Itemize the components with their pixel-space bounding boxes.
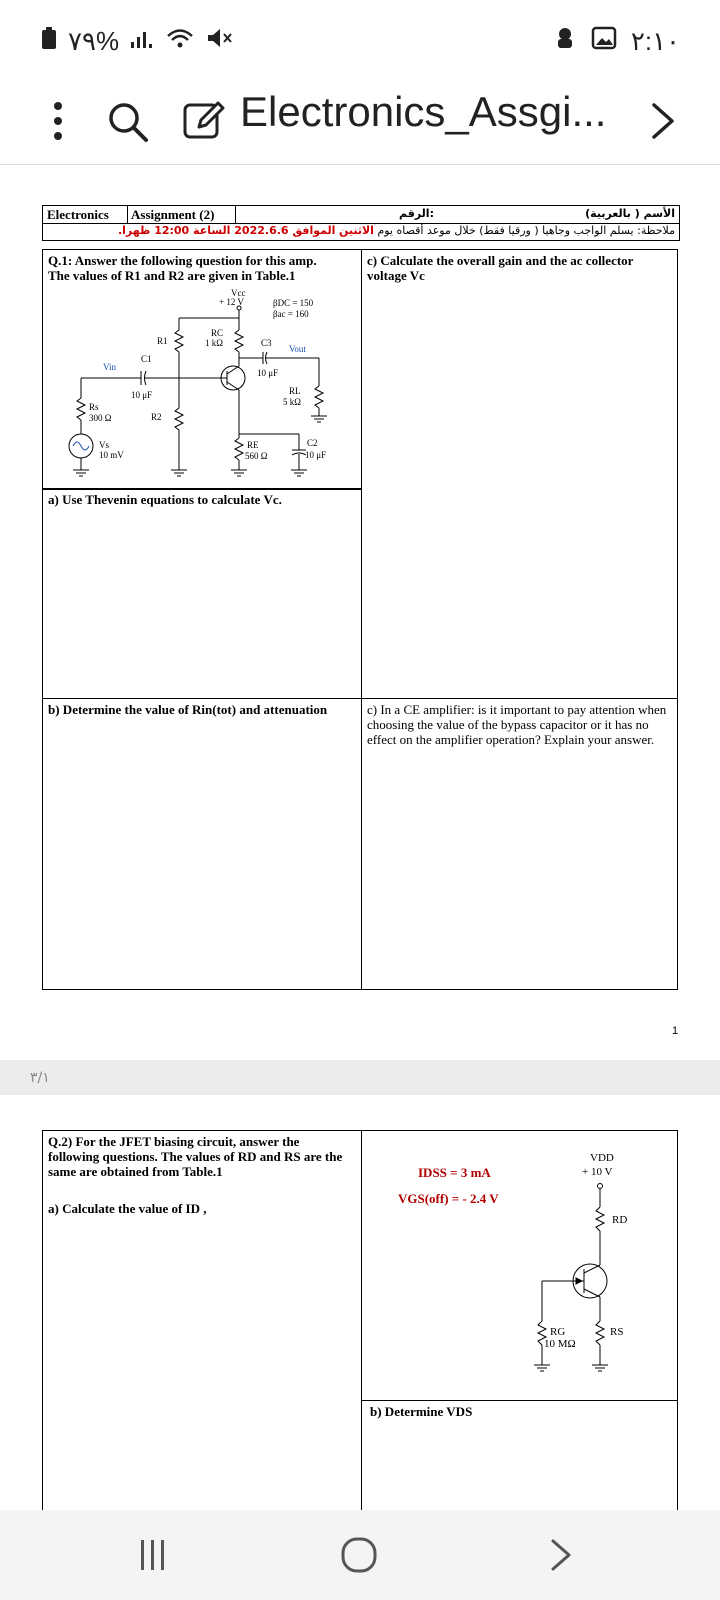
q2-part-a: a) Calculate the value of ID ,: [48, 1201, 207, 1216]
wifi-icon: [165, 26, 195, 57]
mute-icon: [205, 26, 233, 57]
page-1: [0, 165, 720, 1060]
status-left: [40, 26, 233, 57]
clock-time: ٢:١٠: [630, 26, 680, 56]
status-right: [553, 26, 680, 57]
signal-icon: [129, 26, 155, 57]
q1-part-a: a) Use Thevenin equations to calculate Vc.: [48, 492, 282, 507]
gallery-icon: [591, 26, 617, 57]
notification-icon: [553, 26, 577, 57]
search-icon[interactable]: [104, 96, 154, 151]
idss-value: IDSS = 3 mA: [418, 1165, 491, 1180]
battery-icon: [40, 26, 58, 57]
q1-circuit-box: [42, 249, 362, 489]
q1-part-b: b) Determine the value of Rin(tot) and attenuation: [48, 702, 328, 717]
q2-circuit-box: [361, 1130, 678, 1401]
app-toolbar: [0, 80, 720, 165]
assignment-label: Assignment (2): [131, 207, 215, 222]
submission-note: ملاحظة: يسلم الواجب وجاهيا ( ورقيا فقط) خلال موعد أقصاه يوم الاثنين الموافق 2022.6.6 الساعة 12:00 ظهرا.: [117, 224, 675, 237]
vgs-off-value: VGS(off) = - 2.4 V: [398, 1191, 499, 1206]
q2-part-b: b) Determine VDS: [370, 1404, 473, 1419]
assignment-header: [42, 205, 680, 241]
jfet-labels: VDD + 10 V RD RG 10 MΩ RS: [544, 1152, 628, 1350]
q2-title: Q.2) For the JFET biasing circuit, answer the following questions. The values of RD and RS are the same are obtained from Table.1: [48, 1134, 343, 1179]
q1-part-c1-box: [361, 249, 678, 699]
status-bar: [0, 0, 720, 80]
q1-part-b-box: [42, 698, 362, 990]
system-navigation-bar: [0, 1510, 720, 1600]
name-label: الأسم ( بالعربية): [585, 207, 675, 220]
chevron-right-icon[interactable]: [648, 96, 678, 151]
page-2: [0, 1095, 720, 1510]
number-label: الرقم:: [399, 207, 434, 220]
circuit-labels: Vcc + 12 V βDC = 150 βac = 160 RC 1 kΩ R1 R2 C1 10 μF C3 10 μF Vin Vout Rs 300 Ω RL 5 kΩ Vs 10 mV RE 560 Ω C2 10 μF: [89, 288, 327, 461]
more-options-icon[interactable]: [48, 96, 68, 151]
q1-part-a-box: [42, 489, 362, 699]
battery-level: ٧٩%: [68, 26, 120, 56]
document-title: Electronics_Assgi...: [240, 88, 607, 135]
back-icon[interactable]: [548, 1538, 574, 1577]
q1-part-c2: c) In a CE amplifier: is it important to pay attention when choosing the value of the bypass capacitor or it has no effect on the amplifier operation? Explain your answer.: [367, 702, 667, 747]
q1-part-c2-box: [361, 698, 678, 990]
subject-label: Electronics: [47, 207, 109, 222]
recent-apps-icon[interactable]: [138, 1538, 168, 1577]
q1-part-c1: c) Calculate the overall gain and the ac collector voltage Vc: [367, 253, 634, 283]
document-viewer[interactable]: [0, 165, 720, 1510]
page-number: 1: [672, 1025, 679, 1037]
q1-title: Q.1: Answer the following question for this amp. The values of R1 and R2 are given in Table.1: [48, 253, 317, 283]
page-indicator: ٣/١: [30, 1070, 50, 1086]
home-icon[interactable]: [340, 1536, 380, 1579]
q2-part-b-box: [361, 1400, 678, 1510]
edit-icon[interactable]: [182, 96, 226, 151]
q2-left-lower-box: [42, 1400, 362, 1510]
q2-left-box: [42, 1130, 362, 1400]
